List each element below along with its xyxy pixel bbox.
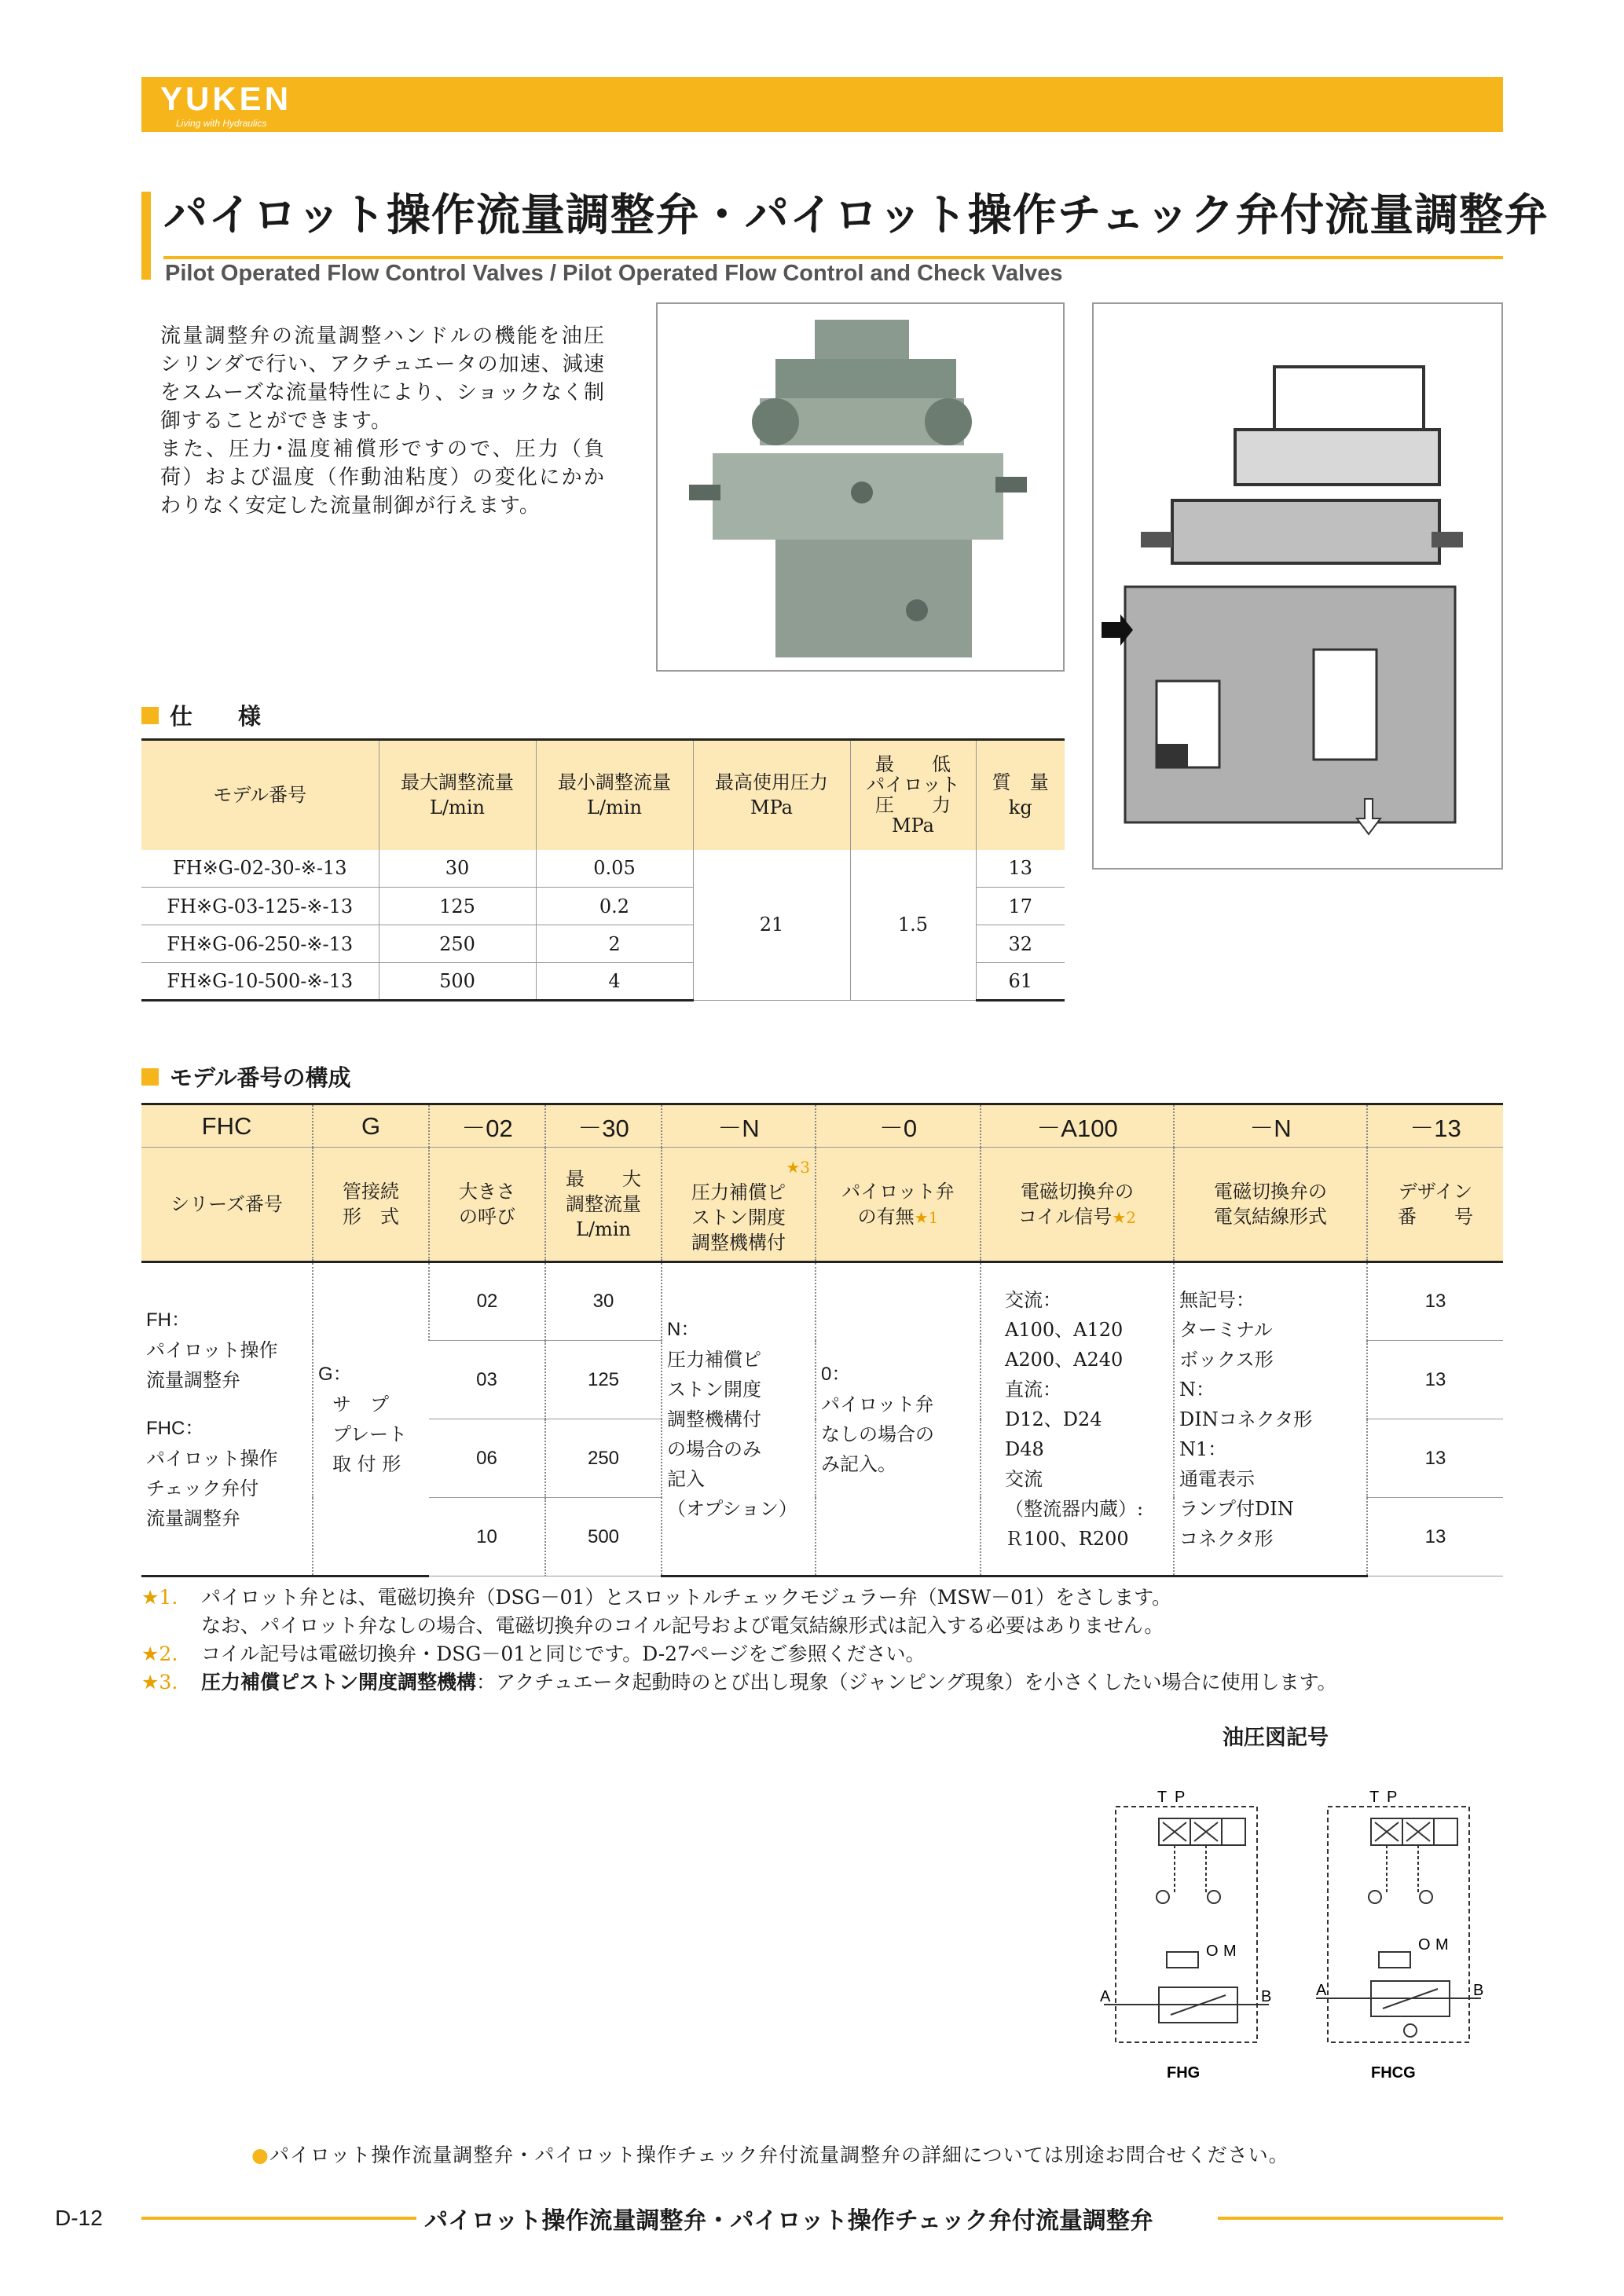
footnote-text: なお、パイロット弁なしの場合、電磁切換弁のコイル記号および電気結線形式は記入する必要はありません。 — [201, 1614, 1164, 1637]
code-flow: －30 — [545, 1104, 662, 1148]
spec-mass: 61 — [976, 963, 1065, 1001]
star-3-icon: ★3 — [786, 1157, 810, 1177]
footnote — [141, 1668, 1337, 1697]
footnotes — [141, 1584, 1337, 1697]
comp-options — [662, 1262, 816, 1576]
code-conn: G — [313, 1104, 429, 1148]
label-design: デザイン 番 号 — [1367, 1148, 1503, 1262]
footnote-key — [141, 1612, 201, 1640]
fhg-port-t: T — [1157, 1789, 1168, 1806]
cross-section-diagram — [1092, 302, 1503, 870]
title-rule — [163, 256, 1503, 259]
inquiry-note — [251, 2140, 1289, 2168]
size-value: 06 — [429, 1419, 545, 1498]
page-number: D-12 — [55, 2206, 103, 2230]
hydraulic-symbol-title: 油圧図記号 — [1223, 1726, 1329, 1750]
conn-options — [313, 1262, 429, 1576]
label-pilot — [816, 1148, 981, 1262]
label-coil — [981, 1148, 1174, 1262]
spec-heading — [141, 699, 261, 731]
min-flow-label: 最小調整流量 — [558, 771, 671, 794]
brand-tagline: Living with Hydraulics — [176, 118, 267, 129]
spec-row — [141, 850, 1065, 888]
fhg-port-a: A — [1100, 1988, 1111, 2005]
conn-desc: サ プ プレート 取 付 形 — [332, 1393, 408, 1475]
mass-label: 質 量 — [992, 771, 1049, 794]
fhcg-port-o: O — [1418, 1936, 1431, 1954]
spec-min-flow: 4 — [536, 963, 693, 1001]
spec-col-min-pilot — [850, 740, 976, 850]
spec-max-flow: 30 — [379, 850, 536, 888]
code-pilot: －0 — [816, 1104, 981, 1148]
elec-options: 無記号： ターミナル ボックス形 N： DINコネクタ形 N1： 通電表示 ランプ付DIN コネクタ形 — [1174, 1262, 1367, 1576]
comp-desc: 圧力補償ピ ストン開度 調整機構付 の場合のみ 記入 （オプション） — [667, 1348, 797, 1520]
max-flow-label: 最大調整流量 — [401, 771, 514, 794]
page-subtitle: Pilot Operated Flow Control Valves / Pilot Operated Flow Control and Check Valves — [165, 261, 1063, 286]
spec-min-flow: 0.2 — [536, 888, 693, 925]
spec-max-pressure: 21 — [693, 850, 850, 1001]
min-pilot-label-1: 最 低 — [875, 753, 951, 776]
series-fh-desc: パイロット操作 流量調整弁 — [146, 1338, 278, 1391]
pilot-desc: パイロット弁 なしの場合の み記入。 — [821, 1393, 934, 1475]
inquiry-note-text: パイロット操作流量調整弁・パイロット操作チェック弁付流量調整弁の詳細については別途お問合せください。 — [269, 2144, 1289, 2166]
size-value: 02 — [429, 1262, 545, 1341]
title-accent-bar — [141, 192, 151, 280]
fhg-port-b: B — [1261, 1988, 1272, 2005]
series-fhc-desc: パイロット操作 チェック弁付 流量調整弁 — [146, 1447, 278, 1529]
label-coil-text: 電磁切換弁の コイル信号 — [1018, 1180, 1134, 1228]
label-series: シリーズ番号 — [141, 1148, 313, 1262]
footnote-text: ：アクチュエータ起動時のとび出し現象（ジャンピング現象）を小さくしたい場合に使用します。 — [476, 1671, 1337, 1694]
footnote — [141, 1612, 1337, 1640]
intro-text — [160, 322, 605, 520]
brand-logo: YUKEN — [160, 80, 292, 117]
spec-max-flow: 500 — [379, 963, 536, 1001]
label-elec: 電磁切換弁の 電気結線形式 — [1174, 1148, 1367, 1262]
spec-col-max-flow — [379, 740, 536, 850]
spec-min-flow: 2 — [536, 925, 693, 963]
label-size: 大きさ の呼び — [429, 1148, 545, 1262]
spec-max-flow: 250 — [379, 925, 536, 963]
model-code-row — [141, 1104, 1503, 1148]
max-flow-unit: L/min — [430, 796, 485, 819]
fhcg-label: FHCG — [1371, 2064, 1416, 2082]
code-coil: －A100 — [981, 1104, 1174, 1148]
valve-section-illustration — [1094, 304, 1501, 868]
fhcg-port-m: M — [1435, 1936, 1449, 1954]
star-2-icon: ★2 — [1112, 1207, 1136, 1227]
heading-square-icon — [141, 1068, 159, 1086]
label-conn: 管接続 形 式 — [313, 1148, 429, 1262]
fhg-port-o: O — [1206, 1943, 1219, 1960]
star-1-icon: ★1 — [914, 1207, 939, 1227]
flow-value: 500 — [545, 1498, 662, 1576]
spec-max-flow: 125 — [379, 888, 536, 925]
code-series: FHC — [141, 1104, 313, 1148]
footnote-key: ★2. — [141, 1642, 178, 1665]
min-pilot-label-3: 圧 力 — [875, 794, 951, 817]
label-flow: 最 大 調整流量 L/min — [545, 1148, 662, 1262]
spec-mass: 13 — [976, 850, 1065, 888]
mass-unit: kg — [1008, 796, 1032, 819]
fhcg-symbol — [1316, 1807, 1484, 2042]
model-label-row — [141, 1148, 1503, 1262]
model-code-table — [141, 1103, 1503, 1577]
flow-value: 30 — [545, 1262, 662, 1341]
pilot-code: 0： — [821, 1363, 851, 1385]
spec-table — [141, 738, 1065, 1002]
min-pilot-label-2: パイロット — [866, 774, 960, 796]
conn-code: G： — [318, 1363, 352, 1385]
fhcg-port-a: A — [1316, 1982, 1327, 1999]
fhg-label: FHG — [1167, 2064, 1201, 2082]
footnote — [141, 1640, 1337, 1668]
code-elec: －N — [1174, 1104, 1367, 1148]
size-value: 10 — [429, 1498, 545, 1576]
page-title: パイロット操作流量調整弁・パイロット操作チェック弁付流量調整弁 — [163, 190, 1549, 241]
code-size: －02 — [429, 1104, 545, 1148]
fhcg-port-t: T — [1369, 1789, 1380, 1806]
design-value: 13 — [1367, 1341, 1503, 1419]
valve-photo-illustration — [658, 304, 1063, 670]
label-comp — [662, 1148, 816, 1262]
footer-rule-left — [141, 2217, 416, 2220]
footnote — [141, 1584, 1337, 1612]
series-options — [141, 1262, 313, 1576]
intro-paragraph-1: 流量調整弁の流量調整ハンドルの機能を油圧シリンダで行い、アクチュエータの加速、減速をスムーズな流量特性により、ショックなく制御することができます。 — [160, 324, 605, 433]
fhg-port-m: M — [1223, 1943, 1237, 1960]
series-fh-code: FH： — [146, 1309, 190, 1331]
fhcg-port-b: B — [1473, 1982, 1484, 1999]
comp-code: N： — [667, 1318, 700, 1340]
footnote-key: ★3. — [141, 1671, 178, 1694]
code-comp: －N — [662, 1104, 816, 1148]
footer-title: パイロット操作流量調整弁・パイロット操作チェック弁付流量調整弁 — [424, 2207, 1153, 2235]
footnote-key: ★1. — [141, 1586, 178, 1609]
fhcg-port-p: P — [1387, 1789, 1398, 1806]
model-heading — [141, 1060, 351, 1093]
design-value: 13 — [1367, 1419, 1503, 1498]
spec-mass: 32 — [976, 925, 1065, 963]
pilot-options — [816, 1262, 981, 1576]
min-pilot-unit: MPa — [892, 815, 934, 837]
spec-mass: 17 — [976, 888, 1065, 925]
spec-heading-text: 仕 様 — [170, 703, 262, 730]
footnote-text: コイル記号は電磁切換弁・DSG－01と同じです。D-27ページをご参照ください。 — [201, 1642, 926, 1665]
bullet-dot-icon: ● — [251, 2144, 269, 2166]
code-design: －13 — [1367, 1104, 1503, 1148]
coil-options: 交流： A100、A120 A200、A240 直流： D12、D24 D48 交流 （整流器内蔵）: Ｒ100、R200 — [981, 1262, 1174, 1576]
series-fhc-code: FHC： — [146, 1417, 204, 1439]
spec-model: FH※G-02-30-※-13 — [141, 850, 379, 888]
fhg-symbol — [1104, 1807, 1272, 2042]
spec-min-flow: 0.05 — [536, 850, 693, 888]
model-body-row — [141, 1262, 1503, 1341]
max-pressure-label: 最高使用圧力 — [715, 771, 828, 794]
spec-model: FH※G-10-500-※-13 — [141, 963, 379, 1001]
spec-model: FH※G-06-250-※-13 — [141, 925, 379, 963]
heading-square-icon — [141, 707, 159, 724]
size-value: 03 — [429, 1341, 545, 1419]
footnote-bold: 圧力補償ピストン開度調整機構 — [201, 1671, 477, 1694]
header-band — [141, 77, 1503, 132]
product-photo — [656, 302, 1065, 672]
footnote-text: パイロット弁とは、電磁切換弁（DSG－01）とスロットルチェックモジュラー弁（MSW－01）をさします。 — [201, 1586, 1171, 1609]
hydraulic-symbols — [1088, 1775, 1505, 2089]
design-value: 13 — [1367, 1262, 1503, 1341]
spec-min-pilot: 1.5 — [850, 850, 976, 1001]
flow-value: 250 — [545, 1419, 662, 1498]
max-pressure-unit: MPa — [750, 796, 793, 819]
spec-col-mass — [976, 740, 1065, 850]
spec-col-min-flow — [536, 740, 693, 850]
footer-rule-right — [1218, 2217, 1503, 2220]
spec-model: FH※G-03-125-※-13 — [141, 888, 379, 925]
intro-paragraph-2: また、圧力･温度補償形ですので、圧力（負荷）および温度（作動油粘度）の変化にかかわりなく安定した流量制御が行えます。 — [160, 438, 605, 518]
spec-col-max-pressure — [693, 740, 850, 850]
design-value: 13 — [1367, 1498, 1503, 1576]
flow-value: 125 — [545, 1341, 662, 1419]
fhg-port-p: P — [1175, 1789, 1186, 1806]
spec-col-model: モデル番号 — [141, 740, 379, 850]
label-comp-text: 圧力補償ピ ストン開度 調整機構付 — [691, 1181, 786, 1254]
min-flow-unit: L/min — [587, 796, 642, 819]
label-pilot-text: パイロット弁 の有無 — [841, 1180, 955, 1228]
model-heading-text: モデル番号の構成 — [170, 1064, 351, 1091]
